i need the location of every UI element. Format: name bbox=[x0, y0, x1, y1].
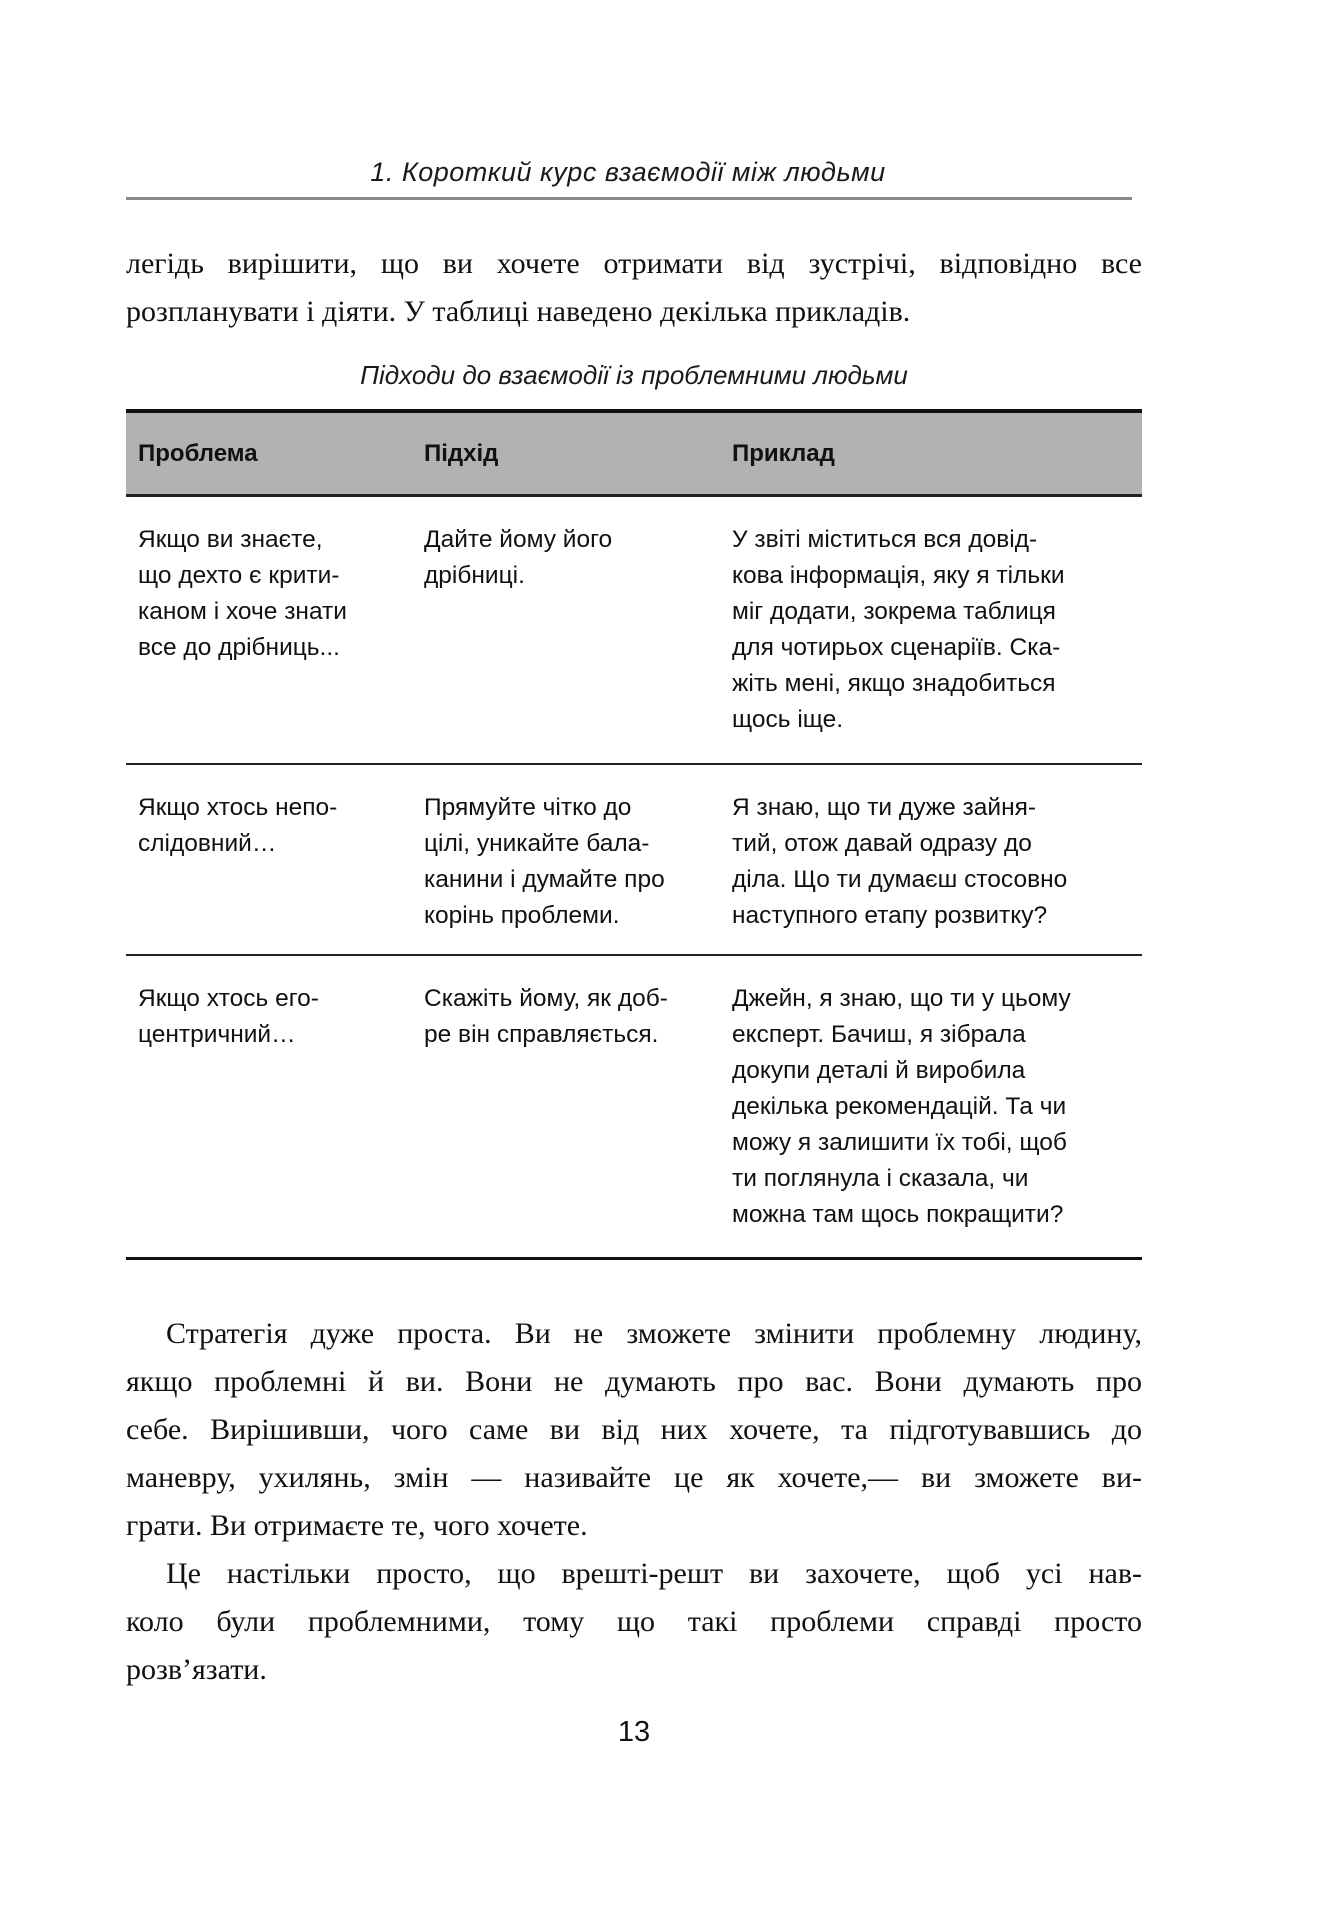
cell-line: Скажіть йому, як доб- bbox=[424, 985, 668, 1012]
cell-line: Якщо хтось его- bbox=[138, 985, 319, 1012]
cell-line: каном і хоче знати bbox=[138, 598, 347, 625]
text-line: коло були проблемними, тому що такі проблеми справді просто bbox=[126, 1605, 1142, 1638]
text-line: грати. Ви отримаєте те, чого хочете. bbox=[126, 1509, 588, 1542]
cell-line: Дайте йому його bbox=[424, 526, 613, 553]
cell-line: У звіті міститься вся довід- bbox=[732, 526, 1038, 553]
cell-line: канини і думайте про bbox=[424, 866, 665, 893]
cell-example bbox=[732, 522, 1142, 763]
table-row bbox=[126, 956, 1142, 1260]
approaches-table bbox=[126, 409, 1142, 1260]
cell-line: Якщо ви знаєте, bbox=[138, 526, 323, 553]
cell-approach bbox=[424, 981, 732, 1257]
text-line: розв’язати. bbox=[126, 1653, 267, 1686]
cell-line: експерт. Бачиш, я зібрала bbox=[732, 1021, 1026, 1048]
cell-line: слідовний… bbox=[138, 830, 277, 857]
cell-line: центричний… bbox=[138, 1021, 296, 1048]
page-number: 13 bbox=[617, 1716, 651, 1748]
column-header-approach: Підхід bbox=[424, 439, 499, 467]
intro-paragraph bbox=[126, 240, 1142, 336]
cell-line: Я знаю, що ти дуже зайня- bbox=[732, 794, 1037, 821]
cell-line: корінь проблеми. bbox=[424, 902, 620, 929]
text-line: розпланувати і діяти. У таблиці наведено декілька прикладів. bbox=[126, 295, 911, 328]
text-line: маневру, ухилянь, змін — називайте це як хочете,— ви зможете ви- bbox=[126, 1461, 1142, 1494]
cell-line: ти поглянула і сказала, чи bbox=[732, 1165, 1029, 1192]
cell-line: для чотирьох сценаріїв. Ска- bbox=[732, 634, 1061, 661]
text-line: якщо проблемні й ви. Вони не думають про вас. Вони думають про bbox=[126, 1365, 1142, 1398]
column-header-problem: Проблема bbox=[138, 439, 258, 467]
header-rule bbox=[126, 197, 1132, 200]
text-line: Це настільки просто, що врешті-решт ви захочете, щоб усі нав- bbox=[166, 1557, 1142, 1590]
cell-line: Прямуйте чітко до bbox=[424, 794, 632, 821]
cell-line: жіть мені, якщо знадобиться bbox=[732, 670, 1056, 697]
cell-line: цілі, уникайте бала- bbox=[424, 830, 650, 857]
cell-line: все до дрібниць... bbox=[138, 634, 340, 661]
column-header-example: Приклад bbox=[732, 439, 835, 467]
cell-line: докупи деталі й виробила bbox=[732, 1057, 1026, 1084]
cell-problem bbox=[126, 790, 424, 954]
cell-line: Джейн, я знаю, що ти у цьому bbox=[732, 985, 1071, 1012]
cell-approach bbox=[424, 790, 732, 954]
cell-line: тий, отож давай одразу до bbox=[732, 830, 1032, 857]
cell-example bbox=[732, 981, 1142, 1257]
table-row bbox=[126, 497, 1142, 765]
cell-problem bbox=[126, 981, 424, 1257]
cell-line: щось іще. bbox=[732, 706, 844, 733]
table-caption: Підходи до взаємодії із проблемними людьми bbox=[360, 360, 908, 390]
table-header-row bbox=[126, 409, 1142, 497]
cell-line: дрібниці. bbox=[424, 562, 525, 589]
cell-example bbox=[732, 790, 1142, 954]
text-line: Стратегія дуже проста. Ви не зможете змінити проблемну людину, bbox=[166, 1317, 1142, 1350]
cell-line: Якщо хтось непо- bbox=[138, 794, 338, 821]
cell-line: можна там щось покращити? bbox=[732, 1201, 1064, 1228]
cell-line: кова інформація, яку я тільки bbox=[732, 562, 1065, 589]
text-line: легідь вирішити, що ви хочете отримати від зустрічі, відповідно все bbox=[126, 247, 1142, 280]
cell-line: що дехто є крити- bbox=[138, 562, 340, 589]
cell-problem bbox=[126, 522, 424, 763]
body-paragraphs bbox=[126, 1310, 1142, 1694]
cell-line: наступного етапу розвитку? bbox=[732, 902, 1048, 929]
cell-line: можу я залишити їх тобі, щоб bbox=[732, 1129, 1067, 1156]
cell-line: ре він справляється. bbox=[424, 1021, 659, 1048]
cell-line: міг додати, зокрема таблиця bbox=[732, 598, 1056, 625]
cell-line: діла. Що ти думаєш стосовно bbox=[732, 866, 1068, 893]
table-row bbox=[126, 765, 1142, 956]
cell-line: декілька рекомендацій. Та чи bbox=[732, 1093, 1067, 1120]
cell-approach bbox=[424, 522, 732, 763]
text-line: себе. Вирішивши, чого саме ви від них хочете, та підготувавшись до bbox=[126, 1413, 1142, 1446]
running-head: 1. Короткий курс взаємодії між людьми bbox=[370, 157, 886, 187]
